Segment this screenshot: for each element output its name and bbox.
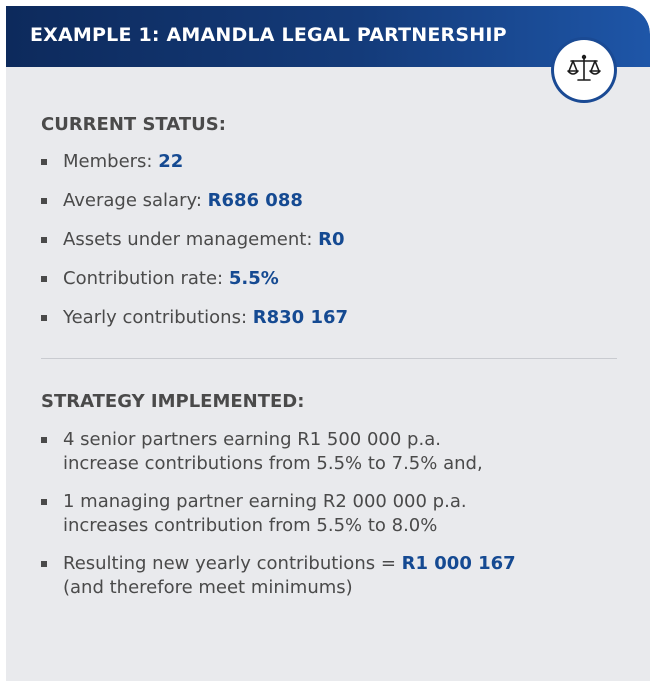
status-value: R0 bbox=[318, 229, 345, 250]
status-value: 22 bbox=[158, 151, 184, 172]
badge bbox=[554, 40, 614, 100]
status-value: R830 167 bbox=[252, 307, 349, 328]
bullet bbox=[41, 237, 47, 243]
list-item bbox=[41, 228, 631, 252]
strategy-line: increases contribution from 5.5% to 8.0% bbox=[63, 515, 438, 536]
status-label: Members: bbox=[63, 151, 159, 172]
bullet bbox=[41, 561, 47, 567]
current-status-heading: CURRENT STATUS: bbox=[41, 114, 226, 135]
status-value: 5.5% bbox=[228, 268, 279, 289]
list-item bbox=[41, 552, 631, 600]
bullet bbox=[41, 198, 47, 204]
list-item bbox=[41, 428, 631, 476]
bullet bbox=[41, 276, 47, 282]
status-value: R686 088 bbox=[207, 190, 303, 211]
current-status-list bbox=[41, 150, 631, 345]
card-header bbox=[6, 6, 650, 67]
list-item bbox=[41, 189, 631, 213]
strategy-label: Resulting new yearly contributions = bbox=[63, 553, 402, 574]
section-divider bbox=[41, 358, 617, 359]
status-label: Yearly contributions: bbox=[63, 307, 253, 328]
list-item bbox=[41, 306, 631, 330]
strategy-list bbox=[41, 428, 631, 614]
list-item bbox=[41, 150, 631, 174]
strategy-line: 4 senior partners earning R1 500 000 p.a. bbox=[63, 429, 441, 450]
strategy-line: (and therefore meet minimums) bbox=[63, 577, 353, 598]
strategy-value: R1 000 167 bbox=[401, 553, 516, 574]
bullet bbox=[41, 315, 47, 321]
status-label: Average salary: bbox=[63, 190, 208, 211]
status-label: Contribution rate: bbox=[63, 268, 229, 289]
bullet bbox=[41, 499, 47, 505]
strategy-line: 1 managing partner earning R2 000 000 p.a. bbox=[63, 491, 467, 512]
strategy-heading: STRATEGY IMPLEMENTED: bbox=[41, 391, 305, 412]
list-item bbox=[41, 490, 631, 538]
scales-of-justice-icon bbox=[566, 54, 602, 84]
example-card bbox=[6, 6, 650, 681]
list-item bbox=[41, 267, 631, 291]
bullet bbox=[41, 159, 47, 165]
bullet bbox=[41, 437, 47, 443]
strategy-line: increase contributions from 5.5% to 7.5% and, bbox=[63, 453, 483, 474]
status-label: Assets under management: bbox=[63, 229, 319, 250]
card-title: EXAMPLE 1: AMANDLA LEGAL PARTNERSHIP bbox=[30, 24, 507, 46]
